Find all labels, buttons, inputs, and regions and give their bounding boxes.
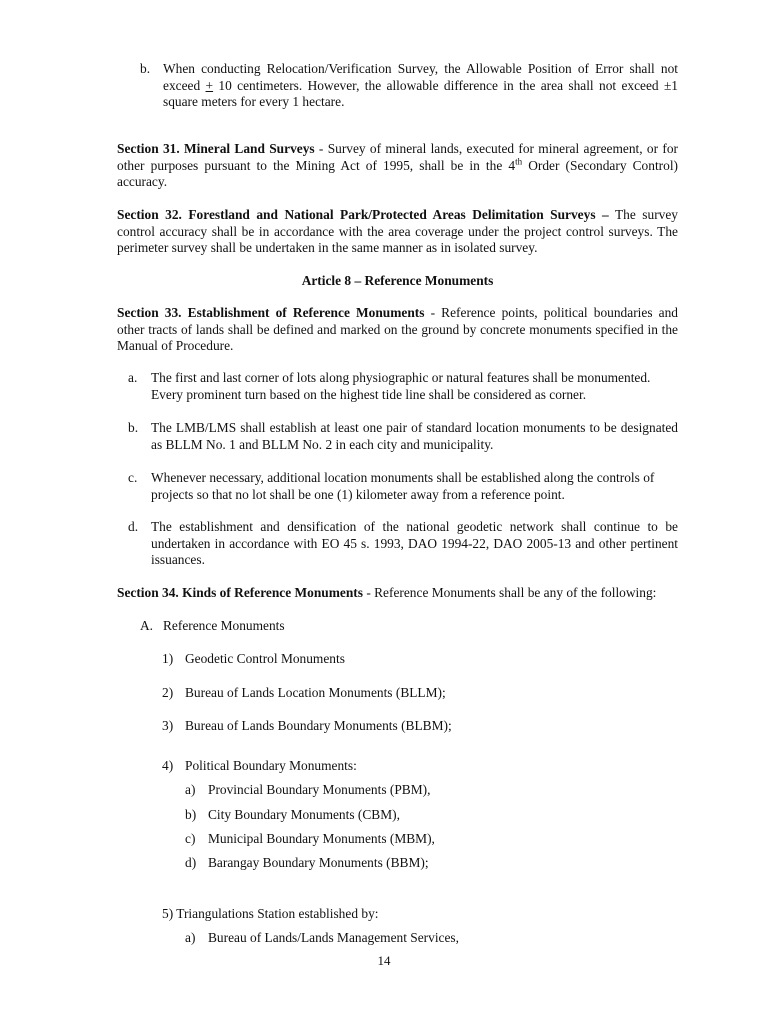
list-item-4-marker: 4): [162, 758, 174, 773]
section-34-heading: Section 34. Kinds of Reference Monuments: [117, 585, 363, 600]
plus-minus-symbol: +: [205, 77, 214, 93]
list-item-3-text: Bureau of Lands Boundary Monuments (BLBM);: [185, 718, 452, 733]
section-33-item-d-marker: d.: [128, 519, 139, 534]
section-31-paragraph: [117, 141, 678, 191]
page-number: 14: [377, 953, 391, 968]
political-sub-a-marker: a): [185, 782, 196, 797]
item-b-text-1: When conducting Relocation/Verification Survey, the Allowable Position of Error shall not exceed: [163, 61, 678, 93]
section-32-heading: Section 32. Forestland and National Park/Protected Areas Delimitation Surveys –: [117, 207, 609, 222]
list-item-1-text: Geodetic Control Monuments: [185, 651, 345, 666]
triang-sub-a-marker: a): [185, 930, 196, 945]
list-item-2-marker: 2): [162, 685, 174, 700]
section-32-paragraph: [117, 207, 678, 257]
political-sub-b-text: City Boundary Monuments (CBM),: [208, 807, 400, 822]
section-33-item-d-text: The establishment and densification of the national geodetic network shall continue to be undertaken in accordance with EO 45 s. 1993, DAO 1994-22, DAO 2005-13 and other pertinent issuances.: [151, 519, 678, 568]
political-sub-c-marker: c): [185, 831, 196, 846]
list-item-1-marker: 1): [162, 651, 174, 666]
list-item-5-text: 5) Triangulations Station established by:: [162, 906, 379, 921]
political-sub-d-marker: d): [185, 855, 197, 870]
section-33-item-b-marker: b.: [128, 420, 139, 435]
item-b-text-2: 10 centimeters. However, the allowable difference in the area shall not exceed ±1 square meters for every 1 hectare.: [163, 77, 679, 110]
section-33-item-c-text: Whenever necessary, additional location monuments shall be established along the controls of projects so that no lot shall be one (1) kilometer away from a reference point.: [151, 470, 655, 502]
section-33-item-a-text: The first and last corner of lots along physiographic or natural features shall be monumented. Every prominent turn based on the highest tide line shall be considered as corner.: [151, 370, 651, 402]
section-33-item-b-text: The LMB/LMS shall establish at least one pair of standard location monuments to be designated as BLLM No. 1 and BLLM No. 2 in each city and municipality.: [151, 420, 678, 452]
section-33-item-c-marker: c.: [128, 470, 138, 485]
list-item-4-text: Political Boundary Monuments:: [185, 758, 357, 773]
section-34-text: - Reference Monuments shall be any of the following:: [362, 585, 657, 600]
section-33-heading: Section 33. Establishment of Reference Monuments: [117, 305, 425, 320]
section-33-item-a-marker: a.: [128, 370, 138, 385]
section-31-text-1: - Survey of mineral lands, executed for mineral agreement, or for other purposes pursuant to the Mining Act of 1995, shall be in the 4: [117, 141, 678, 173]
list-item-3-marker: 3): [162, 718, 174, 733]
section-31-heading: Section 31. Mineral Land Surveys: [117, 141, 315, 156]
section-31-text-2: Order (Secondary Control) accuracy.: [117, 157, 679, 190]
political-sub-a-text: Provincial Boundary Monuments (PBM),: [208, 782, 431, 797]
item-b-paragraph: [163, 61, 678, 111]
section-33-paragraph: [117, 305, 678, 355]
group-a-marker: A.: [140, 618, 154, 633]
section-32-text: The survey control accuracy shall be in accordance with the area coverage under the project control surveys. The perimeter survey shall be undertaken in the same manner as in isolated survey.: [117, 207, 678, 256]
political-sub-b-marker: b): [185, 807, 197, 822]
list-item-2-text: Bureau of Lands Location Monuments (BLLM);: [185, 685, 446, 700]
item-b-marker: b.: [140, 61, 151, 76]
triang-sub-a-text: Bureau of Lands/Lands Management Services,: [208, 930, 459, 945]
article-8-title: Article 8 – Reference Monuments: [301, 273, 494, 288]
political-sub-d-text: Barangay Boundary Monuments (BBM);: [208, 855, 429, 870]
section-34-paragraph: [117, 585, 678, 602]
political-sub-c-text: Municipal Boundary Monuments (MBM),: [208, 831, 435, 846]
group-a-label: Reference Monuments: [163, 618, 285, 633]
section-33-text: - Reference points, political boundaries and other tracts of lands shall be defined and marked on the ground by concrete monuments specified in the Manual of Procedure.: [117, 305, 678, 354]
section-31-superscript: th: [515, 156, 523, 167]
